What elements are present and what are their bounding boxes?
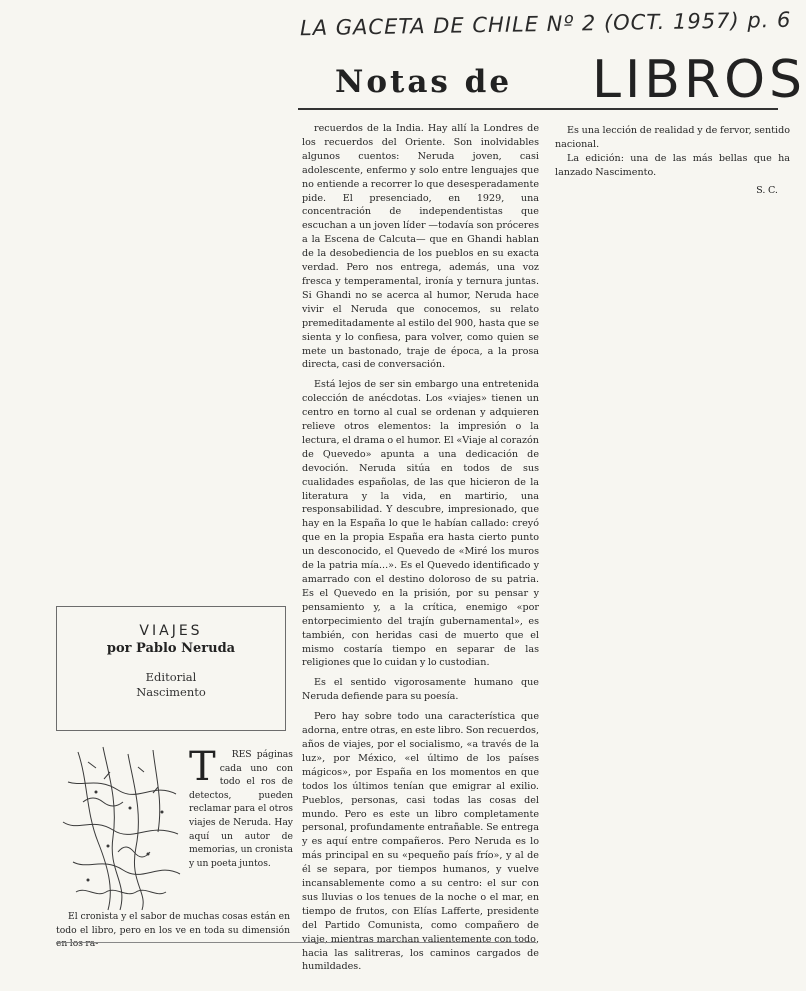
section-header-notas: Notas de — [335, 64, 513, 100]
main-paragraph-1: recuerdos de la India. Hay allí la Londres de los recuerdos del Oriente. Son inolvidables algunos cuentos: Neruda joven, casi adolescente, enfermo y solo entre lenguajes que no entiende a recorrer lo que desesperadamente pide. El presenciado, en 1929, una concentración de independentistas que escuchan a un joven líder —todavía son próceres a la Escena de Calcuta— que en Ghandi hablan de la desobediencia de los pueblos en su exacta verdad. Pero nos entrega, además, una voz fresca y temperamental, ironía y ternura juntas. Si Ghandi no se acerca al humor, Neruda hace vivir el Neruda que conocemos, su relato premeditadamente al estilo del 900, hasta que se sienta y lo confiesa, para volver, como quien se mete un bastonado, traje de época, a la prosa directa, casi de conversación. — [302, 123, 539, 371]
book-publisher — [57, 670, 285, 700]
right-paragraph-2: La edición: una de las más bellas que ha lanzado Nascimento. — [555, 152, 790, 178]
section-header-libros: LIBROS — [592, 50, 806, 110]
drop-cap: T — [189, 744, 216, 790]
intro-paragraph-2: El cronista y el sabor de muchas cosas están en todo el libro, pero en los ve en toda su dimensión en los ra- — [56, 911, 290, 950]
header-rule — [298, 108, 778, 110]
main-paragraph-2: Está lejos de ser sin embargo una entretenida colección de anécdotas. Los «viajes» tienen un centro en torno al cual se ordenan y adquieren relieve otros elementos: la impresión o la lectura, el drama o el humor. El «Viaje al corazón de Quevedo» apunta a una dedicación de devoción. Neruda sitúa en todos de sus cualidades españolas, de las que hicieron de la literatura y la vida, en martirio, una responsabilidad. Y descubre, impresionado, que hay en la España lo que le habían callado: creyó que en la propia España era hasta cierto punto un desconocido, el Quevedo de «Miré los muros de la patria mía...». Es el Quevedo identificado y amarrado con el destino doloroso de su patria. Es el Quevedo en la prisión, por su pensar y pensamiento y, a la crítica, enemigo «por entorpecimiento del trajín gubernamental», es también, con heridas casi de muerto que el mismo costaría tiempo en separar de las religiones que lo cuidan y lo custodian. — [302, 379, 539, 669]
author-signature: S. C. — [756, 184, 778, 196]
handwritten-annotation: LA GACETA DE CHILE Nº 2 (OCT. 1957) p. 6 — [299, 7, 792, 41]
intro-continuation — [56, 910, 290, 957]
book-author: por Pablo Neruda — [106, 641, 236, 656]
sketch-illustration — [58, 742, 186, 912]
publisher-line-1: Editorial — [145, 670, 197, 684]
book-info-box — [56, 606, 286, 731]
main-paragraph-3: Es el sentido vigorosamente humano que Neruda defiende para su poesía. — [302, 677, 539, 703]
intro-column — [189, 744, 293, 874]
right-paragraph-1: Es una lección de realidad y de fervor, sentido nacional. — [555, 125, 790, 150]
intro-paragraph-1: RES páginas cada uno con todo el ros de detectos, pueden reclamar para el otros viajes de Neruda. Hay aquí un autor de memorias, un cronista y un poeta juntos. — [189, 749, 293, 869]
main-paragraph-4: Pero hay sobre todo una característica que adorna, entre otras, en este libro. Son recuerdos, años de viajes, por el socialismo, «a través de la luz», por México, «el último de los países mágicos», por España en los momentos en que todos los últimos tenían que emigrar al exilio. Pueblos, personas, casi todas las cosas del mundo. Pero es este un libro completamente personal, profundamente entrañable. Se entrega y es aquí entre compañeros. Pero Neruda es lo más principal en su «pequeño país frío», y al de él se separa, por tiempos humanos, y vuelve incansablemente como a su centro: el sur con sus lluvias o los tenues de la noche o el mar, en tiempo de frutos, con Elías Lafferte, presidente del Partido Comunista, como compañero de viaje, mientras marchan valientemente con todo, hacia las salitreras, los caminos cargados de humildades. — [302, 711, 539, 973]
bottom-rule — [56, 942, 536, 943]
book-title: VIAJES — [139, 623, 203, 639]
publisher-line-2: Nascimento — [136, 685, 206, 699]
right-column — [555, 124, 790, 198]
main-column — [302, 122, 539, 973]
